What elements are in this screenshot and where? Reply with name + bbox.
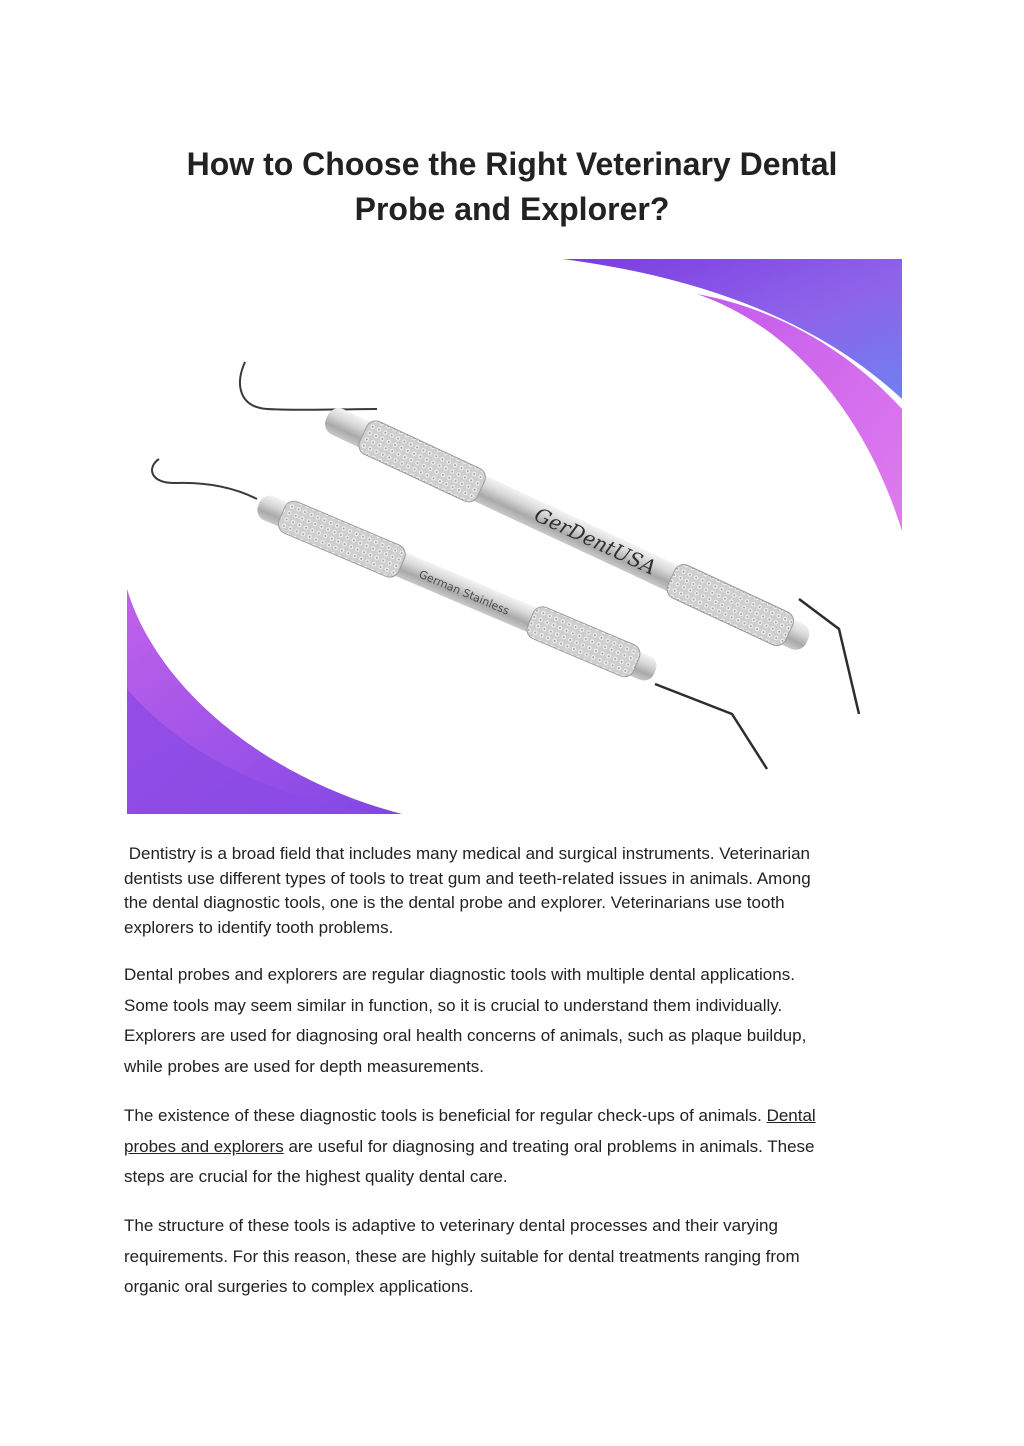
paragraph-line: The structure of these tools is adaptive to veterinary dental processes and their varying [124, 1216, 778, 1235]
paragraph-structure [124, 1211, 904, 1303]
paragraph-line: steps are crucial for the highest quality dental care. [124, 1167, 508, 1186]
paragraph-diagnostic-tools [124, 1101, 904, 1193]
engraving-text: German Stainless [416, 567, 512, 618]
paragraph-line: requirements. For this reason, these are highly suitable for dental treatments ranging from [124, 1246, 800, 1266]
explorer-lower-instrument [152, 459, 767, 769]
paragraph-line: Explorers are used for diagnosing oral health concerns of animals, such as plaque buildup, [124, 1026, 807, 1045]
paragraph-line: organic oral surgeries to complex applications. [124, 1277, 474, 1296]
dental-instruments-illustration [127, 259, 902, 814]
paragraph-line [124, 1101, 904, 1132]
paragraph-line: Dental probes and explorers are regular diagnostic tools with multiple dental applications. [124, 965, 795, 984]
paragraph-line: the dental diagnostic tools, one is the dental probe and explorer. Veterinarians use tooth [124, 893, 785, 912]
paragraph-line: dentists use different types of tools to treat gum and teeth-related issues in animals. Among [124, 868, 811, 888]
paragraph-text: are useful for diagnosing and treating oral problems in animals. These [283, 1136, 815, 1156]
paragraph-line [124, 1132, 904, 1163]
dental-probes-link-part-2[interactable]: probes and explorers [124, 1136, 284, 1156]
paragraph-line: Some tools may seem similar in function, so it is crucial to understand them individually. [124, 995, 783, 1015]
paragraph-line: Dentistry is a broad field that includes many medical and surgical instruments. Veterinarian [124, 844, 811, 863]
title-line-2: Probe and Explorer? [354, 191, 670, 227]
dental-instruments-image [127, 259, 902, 814]
page-title [140, 142, 884, 232]
paragraph-line: while probes are used for depth measurements. [124, 1056, 485, 1076]
dental-probes-link-part-1[interactable]: Dental [766, 1106, 816, 1125]
paragraph-line: explorers to identify tooth problems. [124, 917, 394, 937]
paragraph-intro [124, 842, 904, 940]
paragraph-probes-explorers [124, 960, 904, 1082]
paragraph-text: The existence of these diagnostic tools is beneficial for regular check-ups of animals. [124, 1106, 767, 1125]
title-line-1: How to Choose the Right Veterinary Dental [186, 146, 838, 182]
brand-engraving: GerDentUSA [530, 502, 660, 580]
